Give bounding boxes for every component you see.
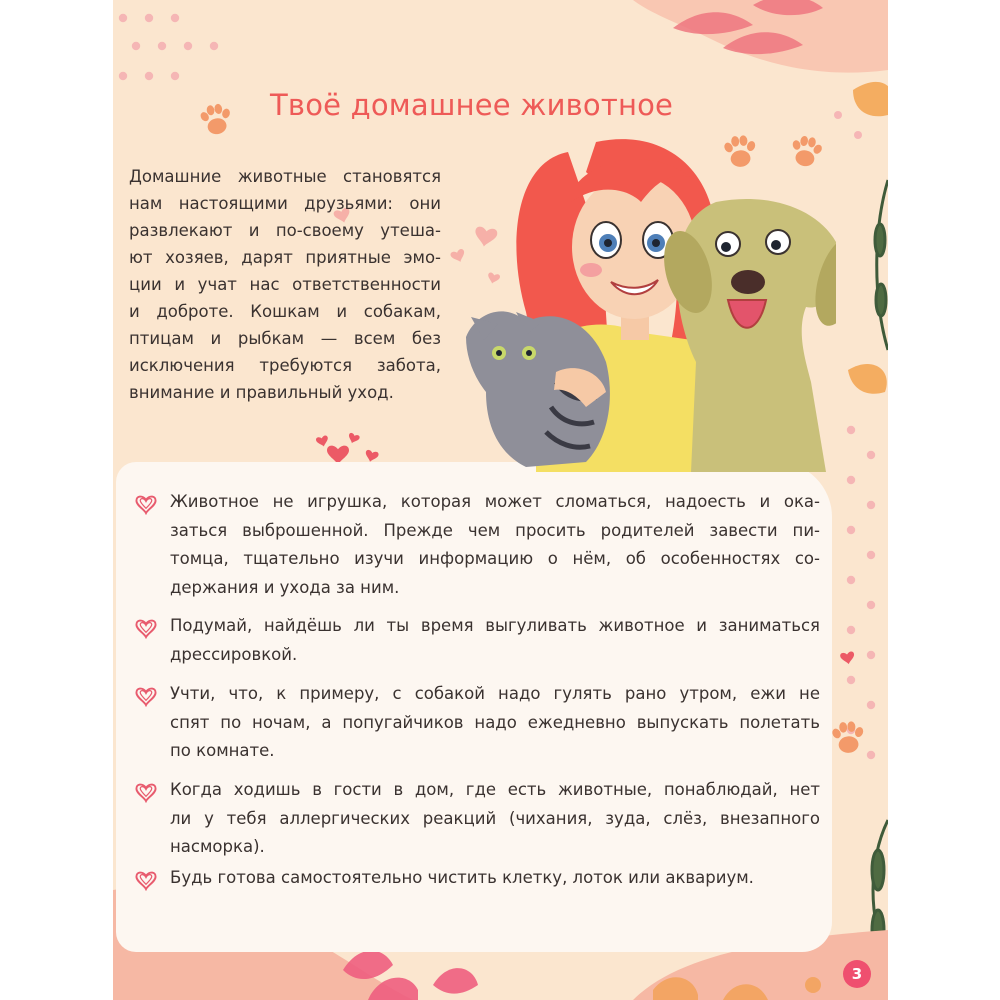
list-item-line: насморка). (170, 837, 265, 856)
list-item-line: Учти, что, к примеру, с собакой надо гулять рано утром, ежи не (170, 684, 820, 703)
heart-icon (133, 781, 159, 803)
list-item-line: дрессировкой. (170, 644, 298, 664)
list-item (133, 680, 820, 766)
intro-line: и доброте. Кошкам и собакам, (129, 302, 441, 321)
list-item (133, 612, 820, 669)
page-number-badge: 3 (843, 960, 871, 988)
heart-icon (133, 685, 159, 707)
list-item-line: Будь готова самостоятельно чистить клетку, лоток или аквариум. (170, 868, 754, 887)
intro-line: нам настоящими друзьями: они (129, 194, 441, 213)
intro-line: ют хозяев, дарят приятные эмо- (129, 248, 441, 267)
intro-line: ции и учат нас ответственности (129, 275, 441, 294)
list-item-line: по комнате. (170, 741, 275, 760)
list-item-line: Когда ходишь в гости в дом, где есть животные, понаблюдай, нет (170, 780, 820, 799)
list-item-line: ли у тебя аллергических реакций (чихания, зуда, слёз, внезапного (170, 808, 820, 828)
intro-line: птицам и рыбкам — всем без (129, 329, 441, 348)
list-item-line: Животное не игрушка, которая может сломаться, надоесть и ока- (170, 492, 820, 511)
intro-line: развлекают и по-своему утеша- (129, 221, 441, 240)
list-item-line: держания и ухода за ним. (170, 577, 400, 597)
intro-line: исключения требуются забота, (129, 356, 441, 375)
list-item (133, 864, 820, 893)
list-item-line: заться выброшенной. Прежде чем просить родителей завести пи- (170, 520, 820, 540)
intro-paragraph (129, 163, 441, 406)
girl-with-pets-illustration (466, 132, 836, 472)
heart-icon (133, 869, 159, 891)
page-title: Твоё домашнее животное (270, 88, 674, 122)
list-item-line: томца, тщательно изучи информацию о нём, об особенностях со- (170, 549, 820, 568)
list-item (133, 488, 820, 602)
intro-line: внимание и правильный уход. (129, 383, 394, 402)
heart-icon (133, 493, 159, 515)
list-item-line: спят по ночам, а попугайчиков надо ежедневно выпускать полетать (170, 712, 820, 732)
intro-line: Домашние животные становятся (129, 167, 441, 186)
heart-icon (133, 617, 159, 639)
list-item-line: Подумай, найдёшь ли ты время выгуливать животное и заниматься (170, 616, 820, 635)
list-item (133, 776, 820, 862)
